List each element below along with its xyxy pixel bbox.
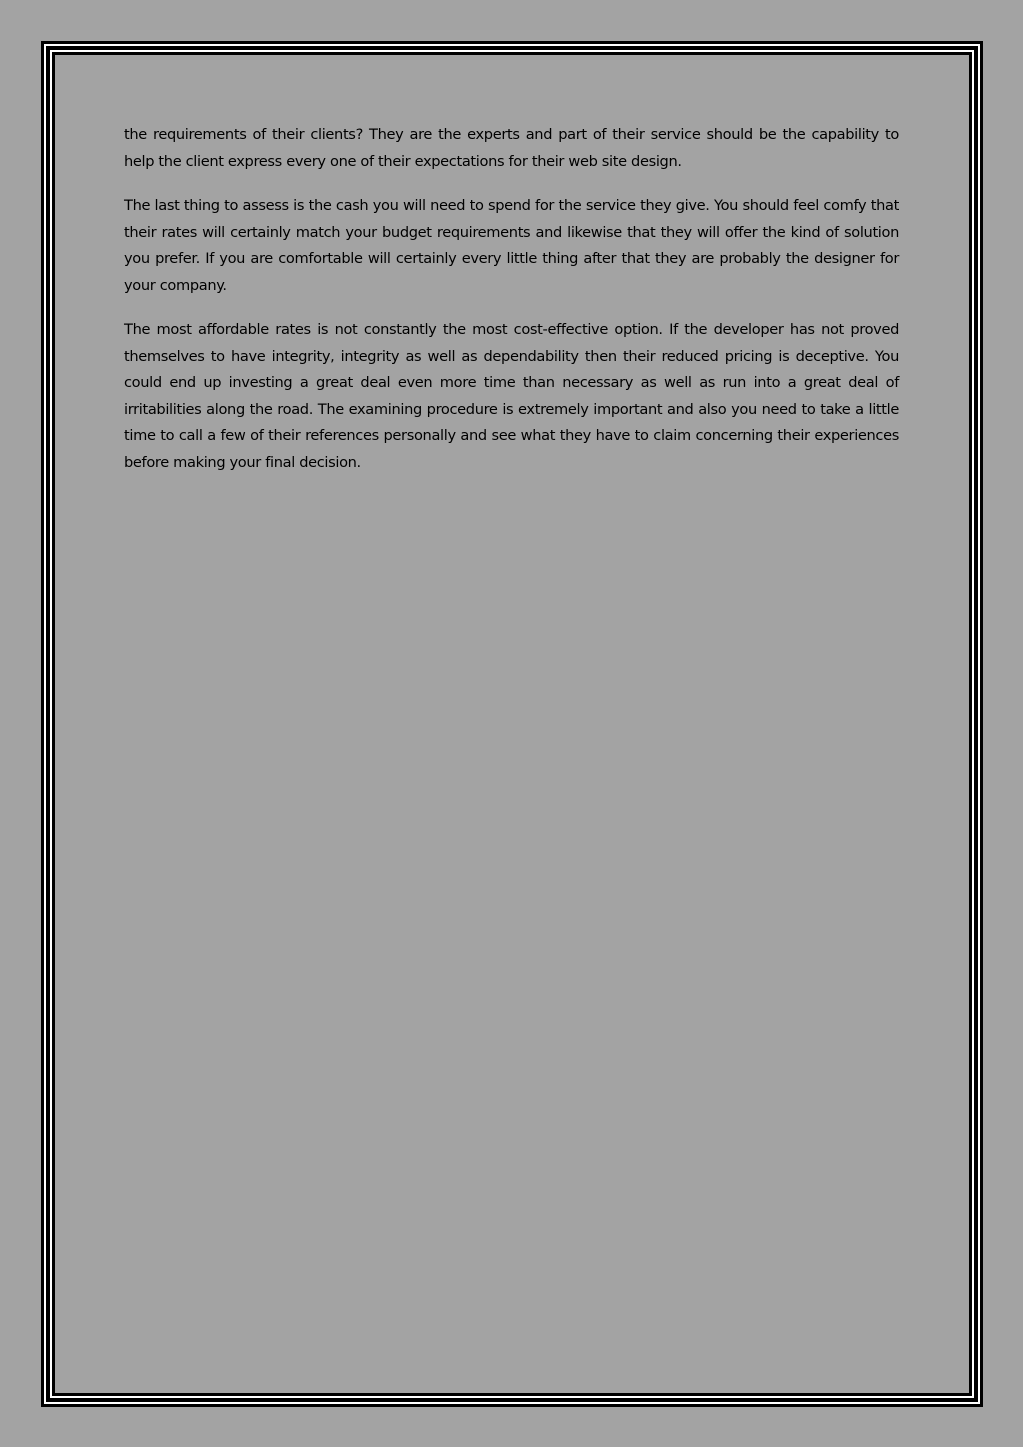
document-body [124, 122, 899, 494]
paragraph-3: The most affordable rates is not constantly the most cost-effective option. If the developer has not proved themselves to have integrity, integrity as well as dependability then their reduced pricing is deceptive. You could end up investing a great deal even more time than necessary as well as run into a great deal of irritabilities along the road. The examining procedure is extremely important and also you need to take a little time to call a few of their references personally and see what they have to claim concerning their experiences before making your final decision. [124, 321, 899, 471]
paragraph-1: the requirements of their clients? They are the experts and part of their service should be the capability to help the client express every one of their expectations for their web site design. [124, 126, 899, 170]
paragraph-2: The last thing to assess is the cash you will need to spend for the service they give. You should feel comfy that their rates will certainly match your budget requirements and likewise that they will offer the kind of solution you prefer. If you are comfortable will certainly every little thing after that they are probably the designer for your company. [124, 197, 899, 294]
